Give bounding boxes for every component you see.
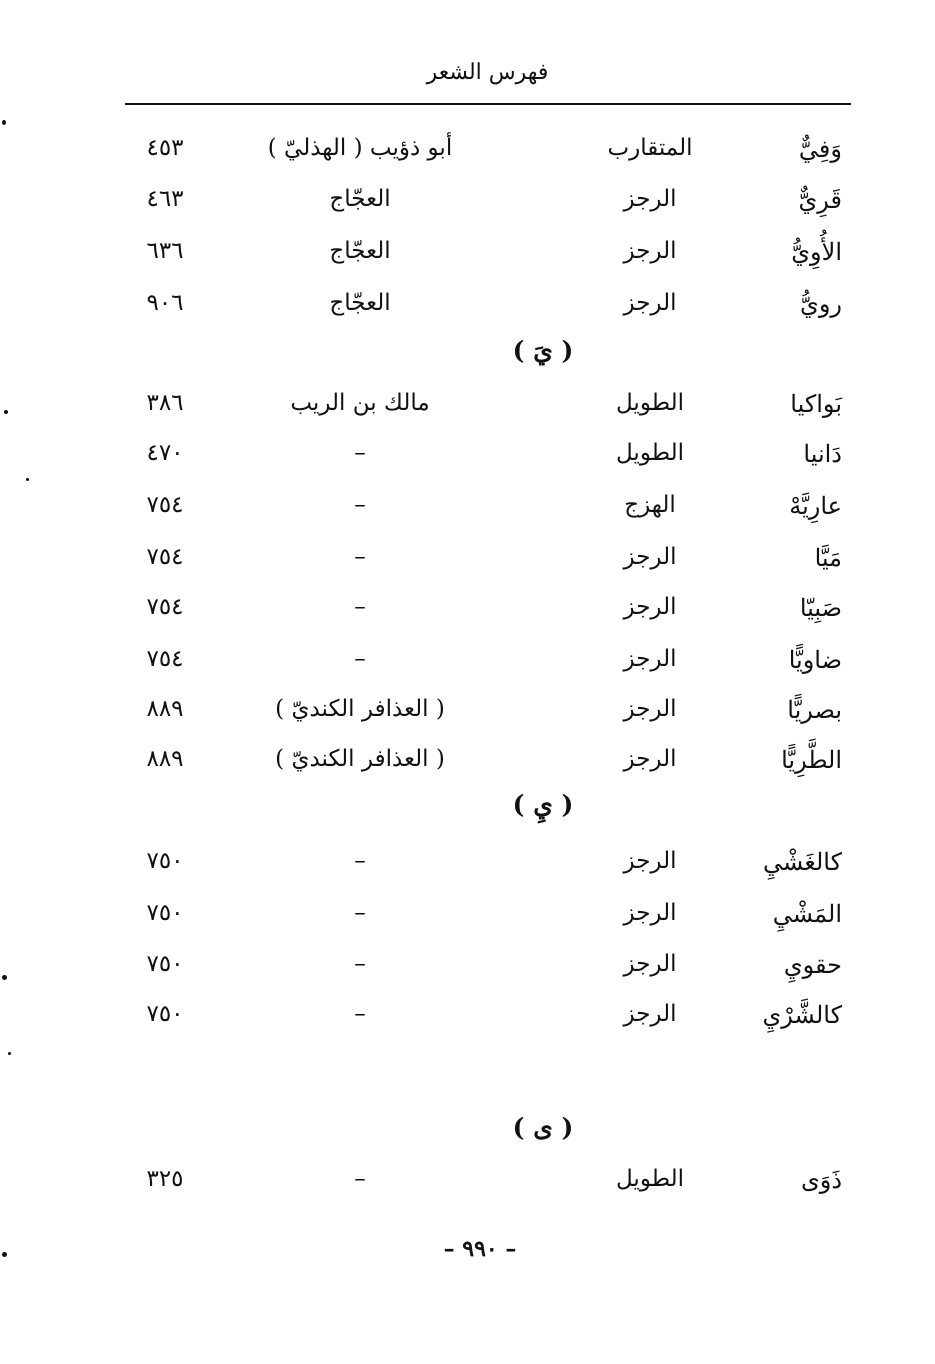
rhyme-cell: بصريًّا [787,696,842,724]
poet-cell: العجّاج [329,186,391,212]
index-row [0,238,935,278]
index-row [0,135,935,175]
page-ref-cell: ٧٥٤ [146,544,184,570]
poet-cell: – [354,951,366,977]
rhyme-cell: كالشَّرْيِ [762,1001,842,1029]
poet-cell: – [354,440,366,466]
poet-cell: مالك بن الريب [290,390,430,416]
poet-cell: – [354,848,366,874]
index-row [0,696,935,736]
page-ref-cell: ٨٨٩ [146,746,184,772]
poet-cell: العجّاج [329,290,391,316]
meter-cell: الرجز [623,186,677,212]
meter-cell: الرجز [623,951,677,977]
scan-speck [4,410,8,414]
rhyme-cell: حقويِ [783,951,842,979]
index-row [0,594,935,634]
rhyme-cell: ضاويًّا [788,646,842,674]
meter-cell: الرجز [623,290,677,316]
meter-cell: المتقارب [607,135,693,161]
page-ref-cell: ٦٣٦ [146,238,184,264]
rhyme-cell: الأُوِيُّ [791,238,842,266]
poet-cell: – [354,594,366,620]
rhyme-cell: ذَوَى [800,1166,842,1194]
poet-cell: – [354,1166,366,1192]
poet-cell: ( العذافر الكنديّ ) [275,696,445,722]
scan-speck [26,478,29,481]
index-row [0,186,935,226]
index-row [0,900,935,940]
scan-speck [2,975,7,980]
page-ref-cell: ٧٥٤ [146,594,184,620]
meter-cell: الهزج [624,492,676,518]
rhyme-cell: رويُّ [800,290,842,318]
meter-cell: الرجز [623,544,677,570]
index-row [0,390,935,430]
meter-cell: الطويل [616,440,684,466]
meter-cell: الرجز [623,900,677,926]
rhyme-cell: صَبِيّا [799,594,842,622]
poet-cell: أبو ذؤيب ( الهذليّ ) [267,135,453,161]
page-ref-cell: ٤٧٠ [146,440,184,466]
rhyme-cell: كالغَشْيِ [762,848,842,876]
poet-cell: – [354,900,366,926]
meter-cell: الرجز [623,238,677,264]
index-row [0,746,935,786]
rhyme-cell: وَفِيٌّ [798,135,842,163]
page-ref-cell: ٣٨٦ [146,390,184,416]
section-heading: ( يِ ) [512,790,574,819]
rhyme-cell: قَرِيٌّ [798,186,842,214]
scan-speck [8,1052,11,1055]
page-ref-cell: ٩٠٦ [146,290,184,316]
poet-cell: – [354,1001,366,1027]
index-row [0,1001,935,1041]
rhyme-cell: المَشْيِ [772,900,842,928]
page-ref-cell: ٧٥٤ [146,492,184,518]
index-row [0,1166,935,1206]
page-ref-cell: ٣٢٥ [146,1166,184,1192]
meter-cell: الرجز [623,646,677,672]
page-header-title: فهرس الشعر [426,60,549,85]
rhyme-cell: عارِيَّهْ [789,492,842,520]
poet-cell: – [354,544,366,570]
rhyme-cell: دَانيا [803,440,842,468]
rhyme-cell: مَيَّا [814,544,842,572]
poet-cell: ( العذافر الكنديّ ) [275,746,445,772]
page-ref-cell: ٧٥٠ [146,1001,184,1027]
meter-cell: الطويل [616,390,684,416]
meter-cell: الرجز [623,746,677,772]
page-ref-cell: ٧٥٠ [146,951,184,977]
page-ref-cell: ٨٨٩ [146,696,184,722]
meter-cell: الرجز [623,696,677,722]
scan-speck [2,120,6,125]
index-row [0,290,935,330]
scan-speck [2,1252,7,1257]
section-heading: ( ى ) [512,1113,574,1142]
index-row [0,646,935,686]
page-ref-cell: ٤٦٣ [146,186,184,212]
page-ref-cell: ٧٥٤ [146,646,184,672]
index-row [0,544,935,584]
poet-cell: – [354,646,366,672]
rhyme-cell: الطَّرِيًّا [781,746,842,774]
page-number: – ٩٩٠ – [443,1236,517,1262]
meter-cell: الرجز [623,1001,677,1027]
index-row [0,951,935,991]
header-rule [125,103,851,105]
poet-cell: العجّاج [329,238,391,264]
meter-cell: الرجز [623,594,677,620]
index-row [0,440,935,480]
page-ref-cell: ٤٥٣ [146,135,184,161]
poet-cell: – [354,492,366,518]
page-ref-cell: ٧٥٠ [146,848,184,874]
index-row [0,848,935,888]
page-ref-cell: ٧٥٠ [146,900,184,926]
meter-cell: الطويل [616,1166,684,1192]
meter-cell: الرجز [623,848,677,874]
index-row [0,492,935,532]
section-heading: ( يَ ) [512,336,574,365]
rhyme-cell: بَواكيا [790,390,842,418]
